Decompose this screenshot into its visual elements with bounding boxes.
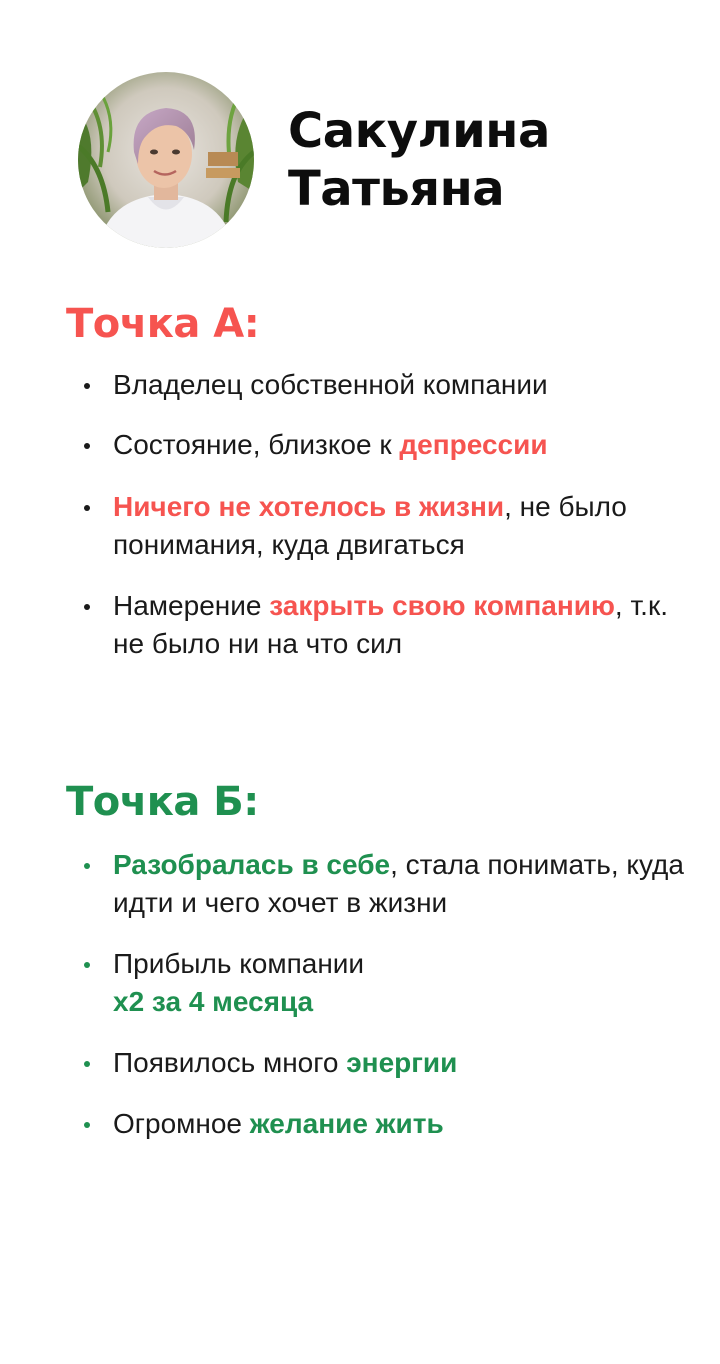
list-item: [84, 366, 684, 404]
bullet-icon: [84, 1122, 90, 1128]
list-item: [84, 1105, 684, 1143]
item-text: , стала понимать, куда идти и чего хочет в жизни: [113, 849, 684, 918]
bullet-icon: [84, 443, 90, 449]
item-text: Владелец собственной компании: [113, 369, 548, 400]
list-item: [84, 426, 684, 464]
item-highlight: желание жить: [249, 1108, 444, 1139]
point-a-list: [84, 366, 684, 663]
profile-header: [78, 72, 678, 248]
list-item: [84, 846, 684, 922]
item-text-end: , т.к. не было ни на что сил: [113, 590, 668, 659]
name-first-line: Сакулина: [288, 103, 550, 159]
item-text: Прибыль компании: [113, 948, 365, 979]
bullet-icon: [84, 505, 90, 511]
item-text: Состояние, близкое к: [113, 429, 400, 460]
item-text: Намерение: [113, 590, 270, 621]
list-item: [84, 945, 684, 1021]
point-b-title: Точка Б:: [66, 779, 259, 825]
person-name: [288, 102, 550, 218]
item-text: Огромное: [113, 1108, 250, 1139]
bullet-icon: [84, 604, 90, 610]
item-highlight: депрессии: [399, 429, 548, 460]
name-second-line: Татьяна: [288, 161, 505, 217]
list-item: [84, 488, 684, 564]
item-text: , не было понимания, куда двигаться: [113, 491, 627, 560]
item-highlight: Ничего не хотелось в жизни: [113, 491, 505, 522]
portrait-photo: [78, 72, 254, 248]
list-item: [84, 1044, 684, 1082]
item-highlight: Разобралась в себе: [113, 849, 391, 880]
list-item: [84, 587, 684, 663]
item-highlight: x2 за 4 месяца: [113, 986, 314, 1017]
item-highlight: закрыть свою компанию: [269, 590, 615, 621]
bullet-icon: [84, 1061, 90, 1067]
bullet-icon: [84, 962, 90, 968]
point-b-list: [84, 846, 684, 1143]
bullet-icon: [84, 863, 90, 869]
point-a-title: Точка А:: [66, 301, 260, 347]
avatar: [78, 72, 254, 248]
item-text: Появилось много: [113, 1047, 347, 1078]
bullet-icon: [84, 383, 90, 389]
item-highlight: энергии: [346, 1047, 458, 1078]
